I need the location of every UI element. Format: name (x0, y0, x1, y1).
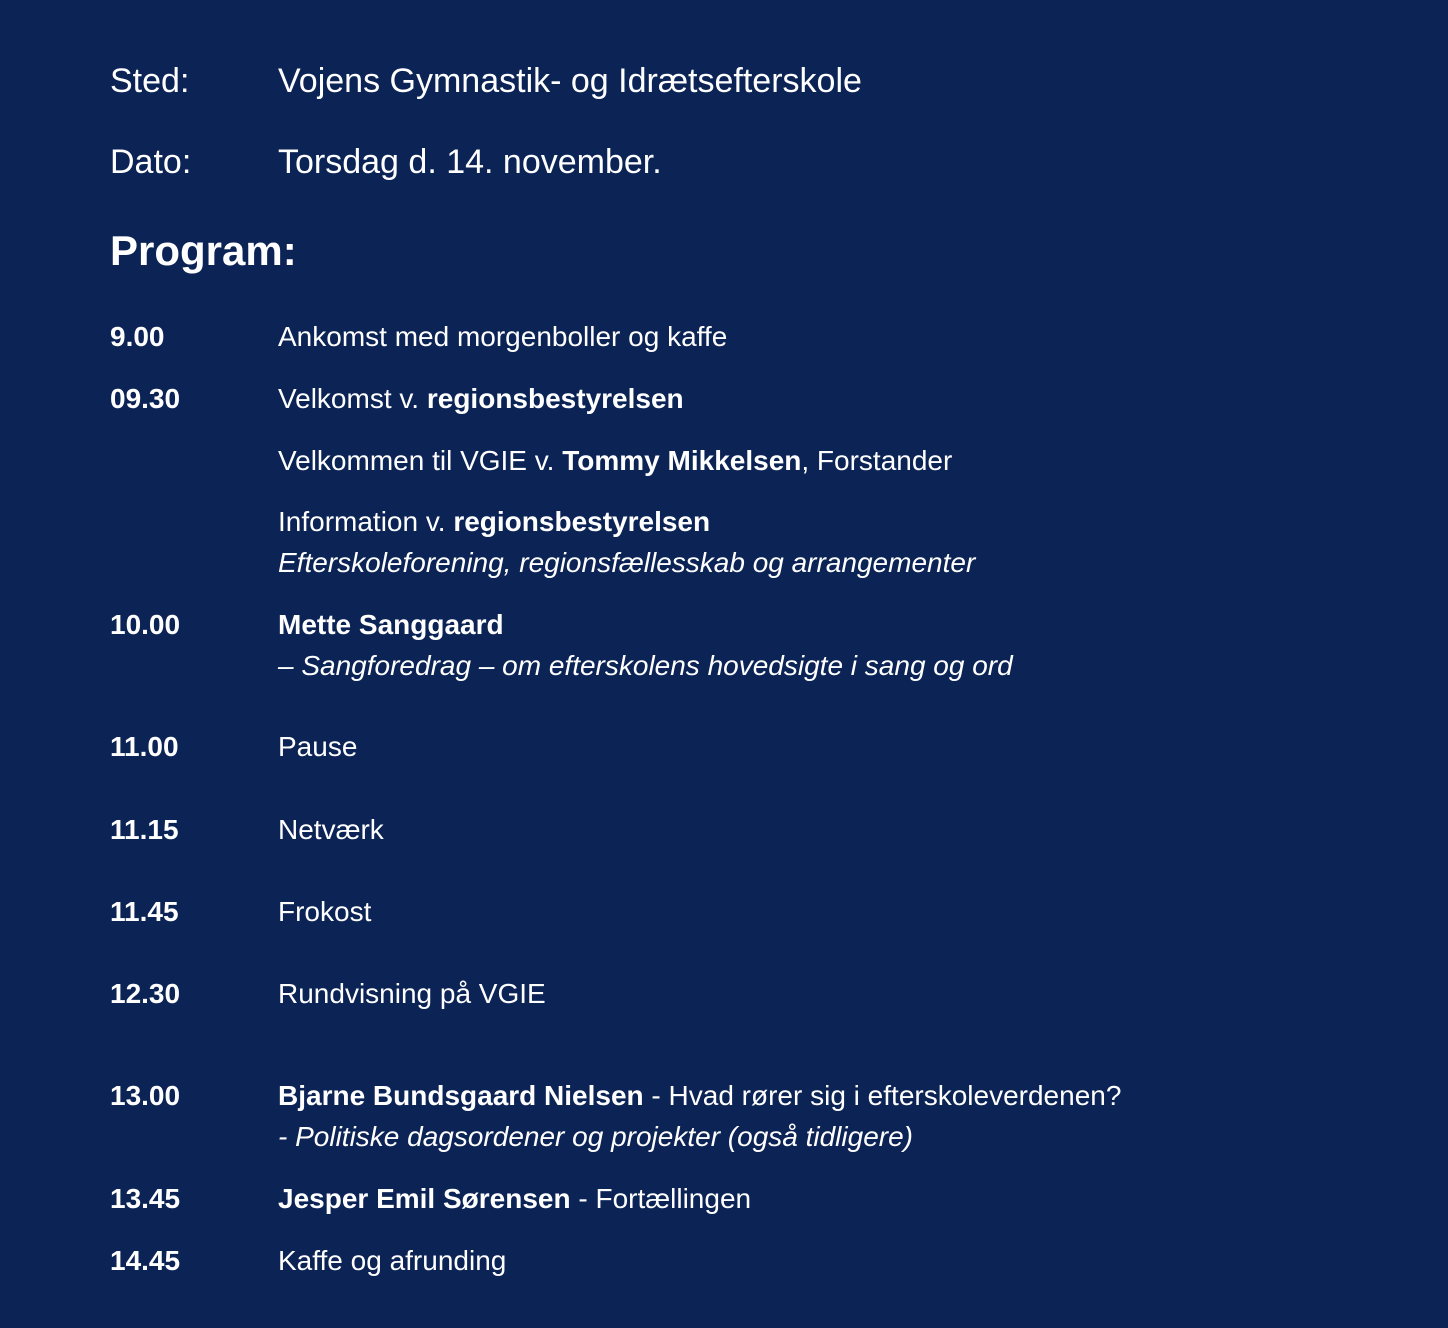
velkommen-text: Velkommen til VGIE v. (278, 445, 563, 476)
desc-0930-text: Velkomst v. (278, 383, 427, 414)
desc-1345-name: Jesper Emil Sørensen (278, 1183, 571, 1214)
time-0900: 9.00 (110, 321, 165, 352)
time-1445: 14.45 (110, 1245, 181, 1276)
velkommen-role: , Forstander (801, 445, 953, 476)
time-1300: 13.00 (110, 1080, 181, 1111)
desc-0900: Ankomst med morgenboller og kaffe (278, 321, 728, 352)
desc-information-sub: Efterskoleforening, regionsfællesskab og arrangementer (278, 547, 976, 578)
desc-1300-rest: - Hvad rører sig i efterskoleverdenen? (643, 1080, 1122, 1111)
desc-0930-bold: regionsbestyrelsen (426, 383, 684, 414)
sted-label: Sted: (110, 62, 190, 100)
desc-0930 (278, 385, 684, 413)
info-text: Information v. (278, 506, 454, 537)
desc-1230: Rundvisning på VGIE (278, 978, 546, 1009)
desc-1345-rest: - Fortællingen (570, 1183, 752, 1214)
desc-1100: Pause (278, 731, 358, 762)
desc-1445: Kaffe og afrunding (278, 1245, 507, 1276)
desc-1145: Frokost (278, 896, 372, 927)
time-1000: 10.00 (110, 609, 181, 640)
time-1230: 12.30 (110, 978, 181, 1009)
time-1345: 13.45 (110, 1183, 181, 1214)
program-heading: Program: (110, 227, 297, 274)
desc-1345 (278, 1185, 751, 1213)
desc-1000-name: Mette Sanggaard (278, 609, 504, 640)
info-bold: regionsbestyrelsen (453, 506, 711, 537)
time-1145: 11.45 (110, 896, 179, 927)
desc-velkommen (278, 447, 952, 475)
time-0930: 09.30 (110, 383, 181, 414)
time-1115: 11.15 (110, 814, 179, 845)
desc-1000-sub: – Sangforedrag – om efterskolens hovedsigte i sang og ord (278, 650, 1013, 681)
velkommen-name: Tommy Mikkelsen (562, 445, 802, 476)
time-1100: 11.00 (110, 731, 179, 762)
desc-1115: Netværk (278, 814, 384, 845)
desc-information (278, 508, 710, 536)
desc-1300-sub: - Politiske dagsordener og projekter (også tidligere) (278, 1121, 913, 1152)
dato-label: Dato: (110, 143, 192, 181)
sted-value: Vojens Gymnastik- og Idrætsefterskole (278, 62, 862, 100)
desc-1300-name: Bjarne Bundsgaard Nielsen (278, 1080, 644, 1111)
dato-value: Torsdag d. 14. november. (278, 143, 662, 181)
desc-1300 (278, 1082, 1121, 1110)
